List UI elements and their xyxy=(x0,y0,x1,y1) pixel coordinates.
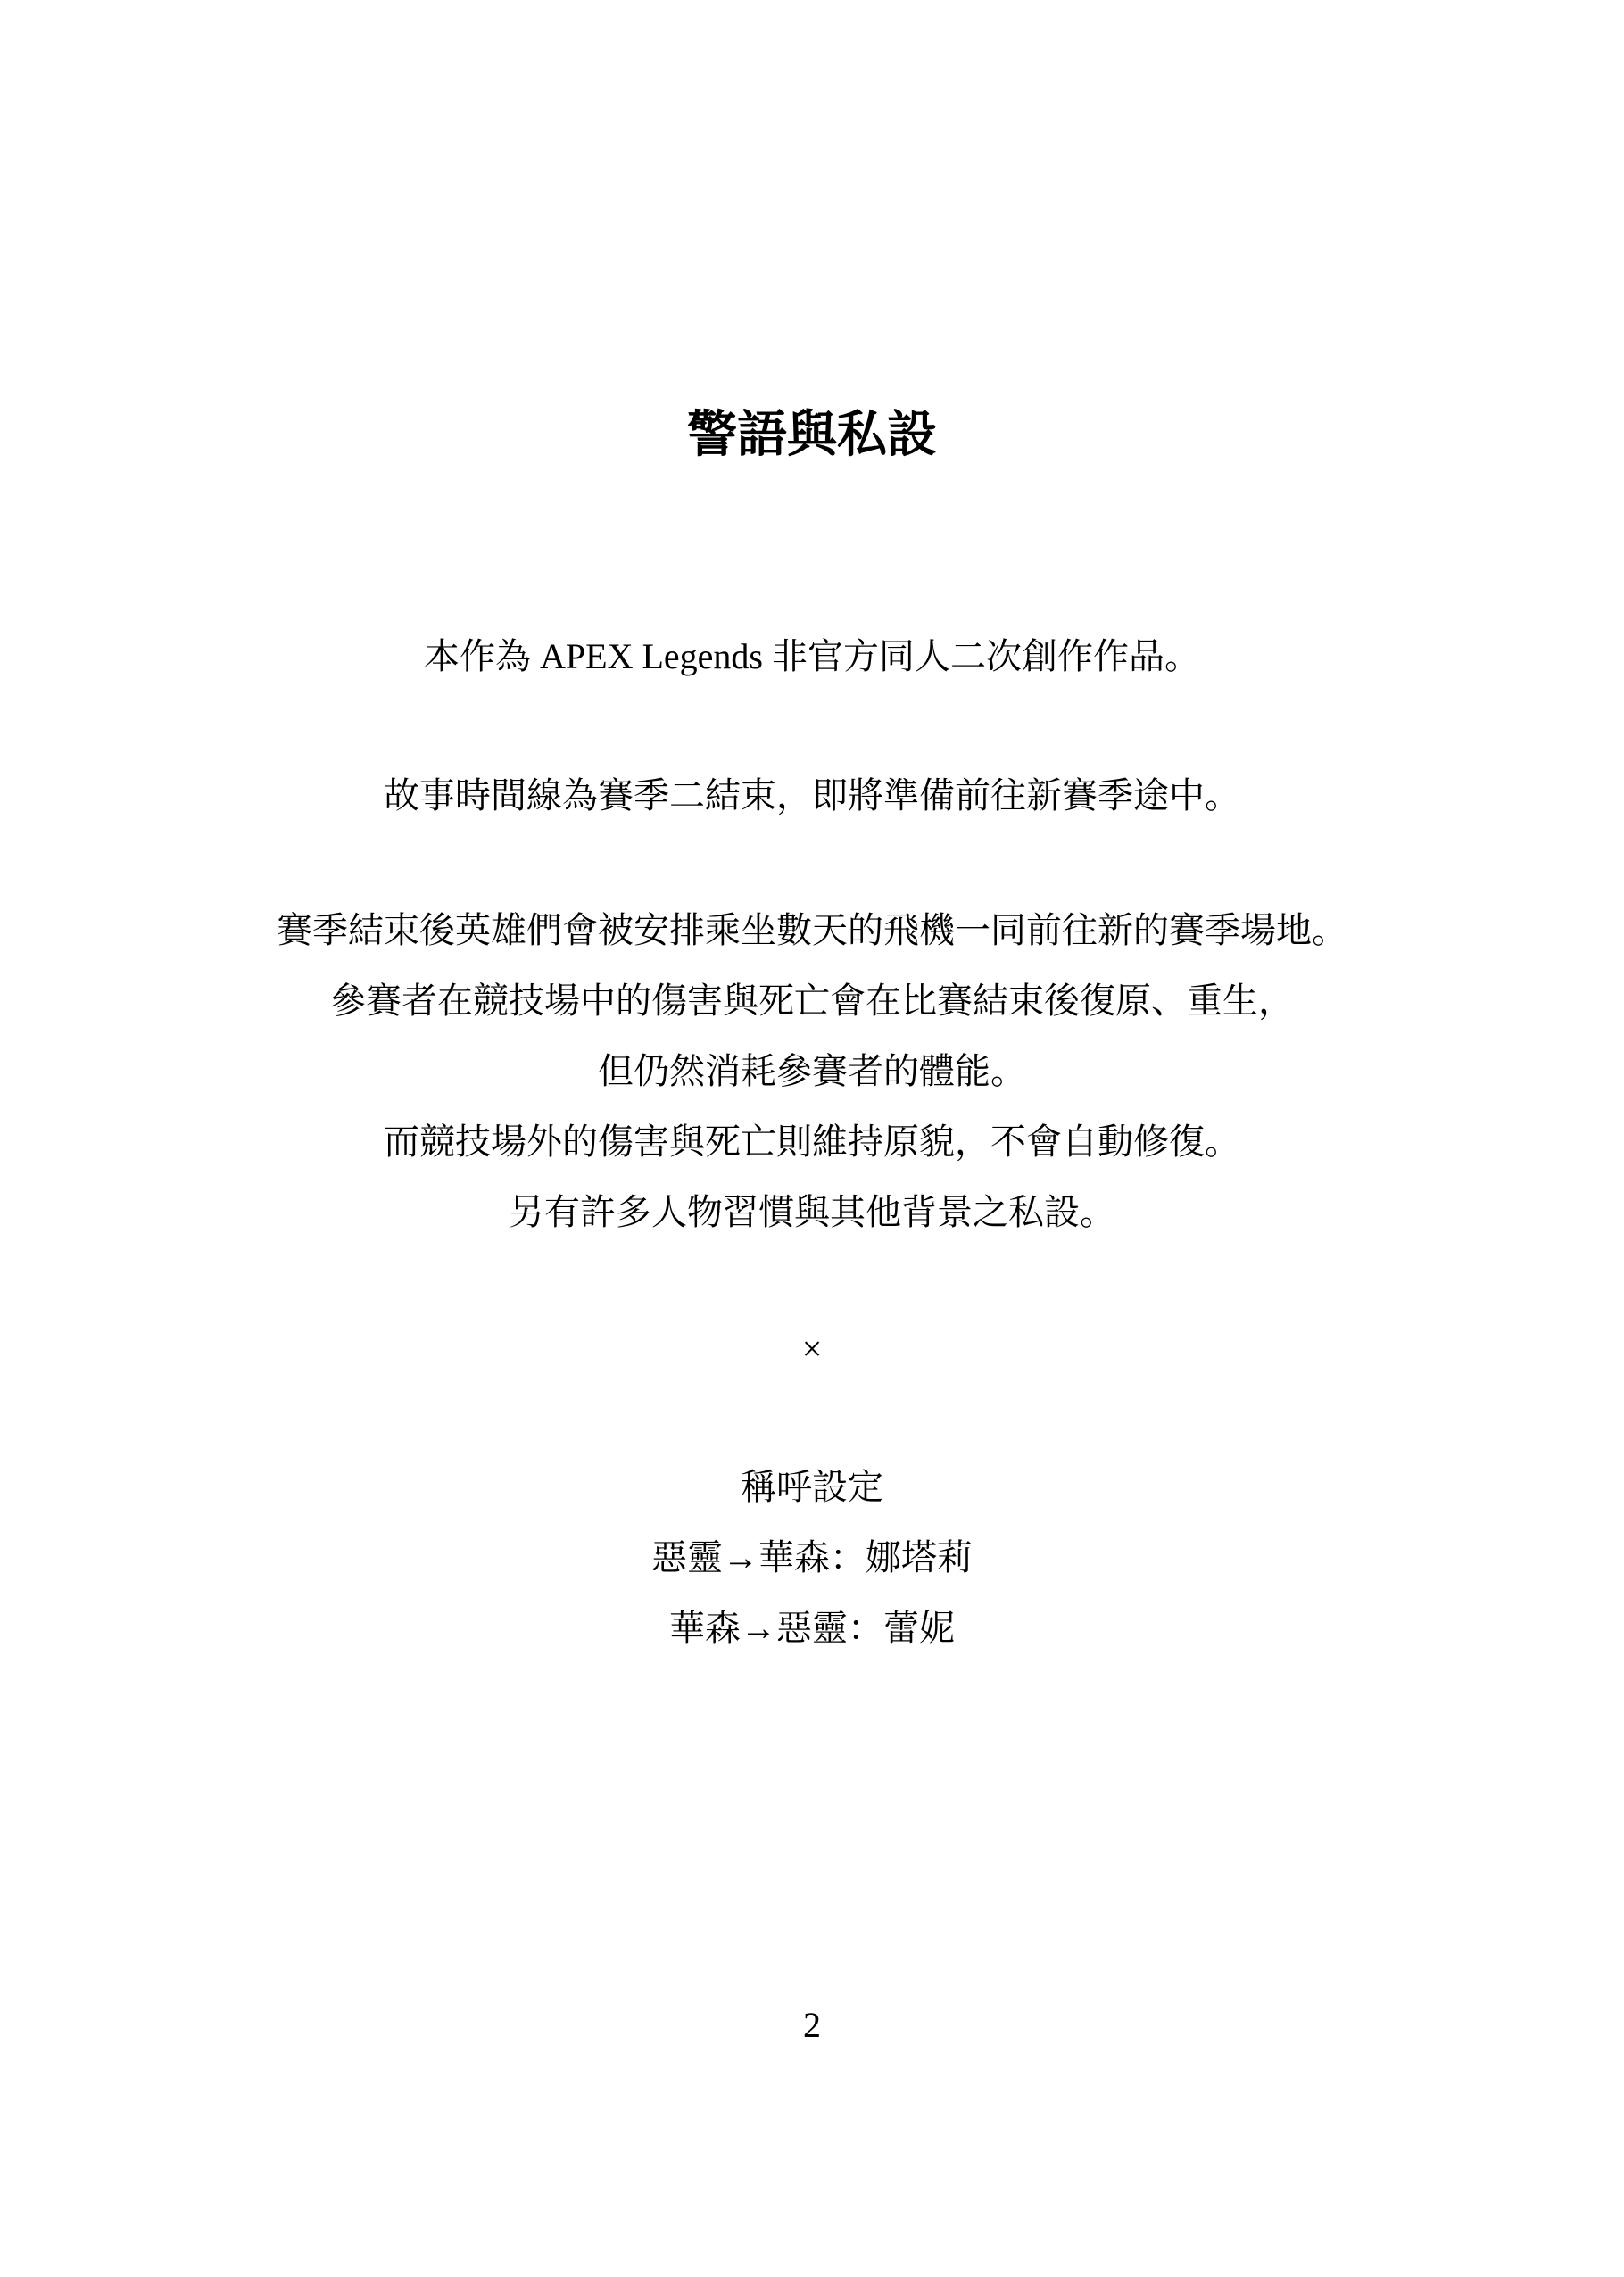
naming-line-2: 華森→惡靈：蕾妮 xyxy=(669,1608,955,1648)
naming-line-1: 惡靈→華森：娜塔莉 xyxy=(651,1537,973,1577)
setting-line-3: 但仍然消耗參賽者的體能。 xyxy=(598,1051,1026,1091)
page-title: 警語與私設 xyxy=(687,406,937,464)
page-number: 2 xyxy=(803,2005,821,2045)
intro-paragraph-2: 故事時間線為賽季二結束，即將準備前往新賽季途中。 xyxy=(384,775,1240,816)
setting-line-1: 賽季結束後英雄們會被安排乘坐數天的飛機一同前往新的賽季場地。 xyxy=(277,910,1347,950)
naming-heading: 稱呼設定 xyxy=(741,1467,883,1507)
setting-line-4: 而競技場外的傷害與死亡則維持原貌，不會自動修復。 xyxy=(384,1122,1240,1162)
intro-paragraph-1: 本作為 APEX Legends 非官方同人二次創作作品。 xyxy=(424,636,1200,676)
setting-line-2: 參賽者在競技場中的傷害與死亡會在比賽結束後復原、重生， xyxy=(330,981,1294,1021)
setting-line-5: 另有許多人物習慣與其他背景之私設。 xyxy=(509,1192,1115,1232)
section-separator: × xyxy=(801,1329,823,1369)
